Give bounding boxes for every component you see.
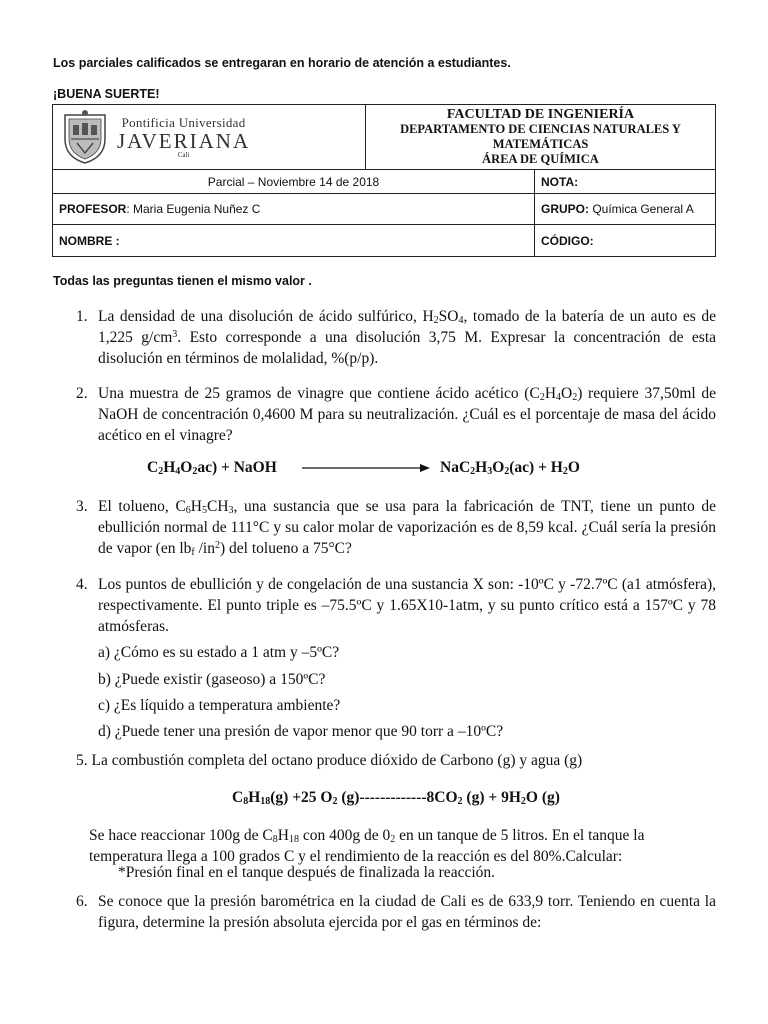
professor-label: PROFESOR — [59, 202, 127, 216]
question-5-task: *Presión final en el tanque después de finalizada la reacción. — [118, 864, 496, 881]
question-2-number: 2. — [76, 385, 88, 402]
octane-combustion-equation: $C_8H_{18}(g) +25$ $O_2$ $(g)-------------8CO_2$ $(g) + 9H_2O$ (g) — [232, 789, 560, 807]
department-line-2: MATEMÁTICAS — [492, 137, 589, 151]
question-2-text: Una muestra de 25 gramos de vinagre que contiene ácido acético $(C_2H_4O_2)$ requiere 37,50ml de NaOH de concentración 0,4600 M para su neutralización. ¿Cuál es el porcentaje de masa del ácido acético en el vinagre? — [98, 385, 716, 444]
logo-cell — [53, 105, 366, 170]
group-cell — [535, 194, 716, 225]
question-5-text: Se hace reaccionar 100g de $C_8H_{18}$ con 400g de $0_2$ en un tanque de 5 litros. En el tanque la temperatura llega a 100 grados C y el rendimiento de la reacción es del 80%.Calcular: — [89, 827, 645, 865]
professor-name: : Maria Eugenia Nuñez C — [126, 202, 261, 216]
question-6-text: Se conoce que la presión barométrica en la ciudad de Cali es de 633,9 torr. Teniendo en cuenta la figura, determine la presión absoluta ejercida por el gas en términos de: — [98, 893, 716, 931]
question-4b: b) ¿Puede existir (gaseoso) a 150ºC? — [98, 671, 326, 688]
grading-notice: Los parciales calificados se entregaran en horario de atención a estudiantes. — [53, 56, 511, 70]
grade-label: NOTA: — [541, 174, 579, 189]
question-1-text: La densidad de una disolución de ácido sulfúrico, $H_2SO_4$, tomado de la batería de un auto es de 1,225 $g/cm^3$. Esto corresponde a una disolución 3,75 M. Expresar la concentración de esta disolución en términos de molalidad, %(p/p). — [98, 308, 717, 367]
logo-university-line: Pontificia Universidad — [121, 115, 246, 130]
acetic-reaction-products: $NaC_2H_3O_2(ac) + H_2O$ — [440, 459, 580, 477]
university-crest-icon — [59, 109, 111, 165]
code-cell — [535, 225, 716, 257]
question-4-text: Los puntos de ebullición y de congelación de una sustancia X son: -10ºC y -72.7ºC (a1 atmósfera), respectivamente. El punto triple es –75.5ºC y 1.65X10-1atm, y su punto crítico está a 157ºC y 78 atmósferas. — [98, 576, 716, 635]
professor-cell — [53, 194, 535, 225]
logo-city-line: Cali — [177, 151, 190, 159]
question-4d: d) ¿Puede tener una presión de vapor menor que 90 torr a –10ºC? — [98, 723, 504, 740]
name-label: NOMBRE : — [59, 233, 120, 248]
acetic-reaction-reactants: $C_2H_4O_2ac$) + NaOH — [147, 459, 277, 477]
question-5-intro: 5. La combustión completa del octano produce dióxido de Carbono (g) y agua (g) — [76, 752, 583, 769]
group-value: Química General A — [589, 202, 694, 216]
exam-label: Parcial — [207, 174, 245, 189]
question-4a: a) ¿Cómo es su estado a 1 atm y –5ºC? — [98, 644, 340, 661]
good-luck-text: ¡BUENA SUERTE! — [53, 87, 160, 101]
question-3 — [76, 496, 716, 562]
exam-header-table — [52, 104, 716, 257]
exam-date: – Noviembre 14 de 2018 — [247, 174, 380, 189]
question-4-number: 4. — [76, 576, 88, 593]
question-4 — [76, 574, 716, 640]
question-1 — [76, 306, 716, 372]
logo-javeriana-line: JAVERIANA — [117, 129, 251, 153]
department-line-1: DEPARTAMENTO DE CIENCIAS NATURALES Y — [400, 122, 681, 136]
student-name-cell — [53, 225, 535, 257]
reaction-arrow-icon — [300, 462, 432, 474]
question-6 — [76, 891, 716, 935]
group-label: GRUPO: — [541, 202, 589, 216]
question-6-number: 6. — [76, 893, 88, 910]
code-label: CÓDIGO: — [541, 233, 594, 248]
grade-cell — [535, 170, 716, 194]
question-2 — [76, 383, 716, 449]
question-4c: c) ¿Es líquido a temperatura ambiente? — [98, 697, 341, 714]
exam-date-cell — [53, 170, 535, 194]
question-3-number: 3. — [76, 498, 88, 515]
area-name: ÁREA DE QUÍMICA — [482, 152, 599, 166]
faculty-cell — [366, 105, 716, 170]
faculty-name: FACULTAD DE INGENIERÍA — [446, 107, 635, 122]
question-3-text: El tolueno, $C_6H_5CH_3$, una sustancia que se usa para la fabricación de TNT, tiene un punto de ebullición normal de 111°C y su calor molar de vaporización es de 8,59 kcal. ¿Cuál sería la presión de vapor (en $lb_f$ $/in^2$) del tolueno a 75°C? — [98, 498, 716, 558]
question-1-number: 1. — [76, 308, 88, 325]
equal-value-note: Todas las preguntas tienen el mismo valor . — [53, 274, 312, 288]
university-logo — [59, 109, 359, 165]
